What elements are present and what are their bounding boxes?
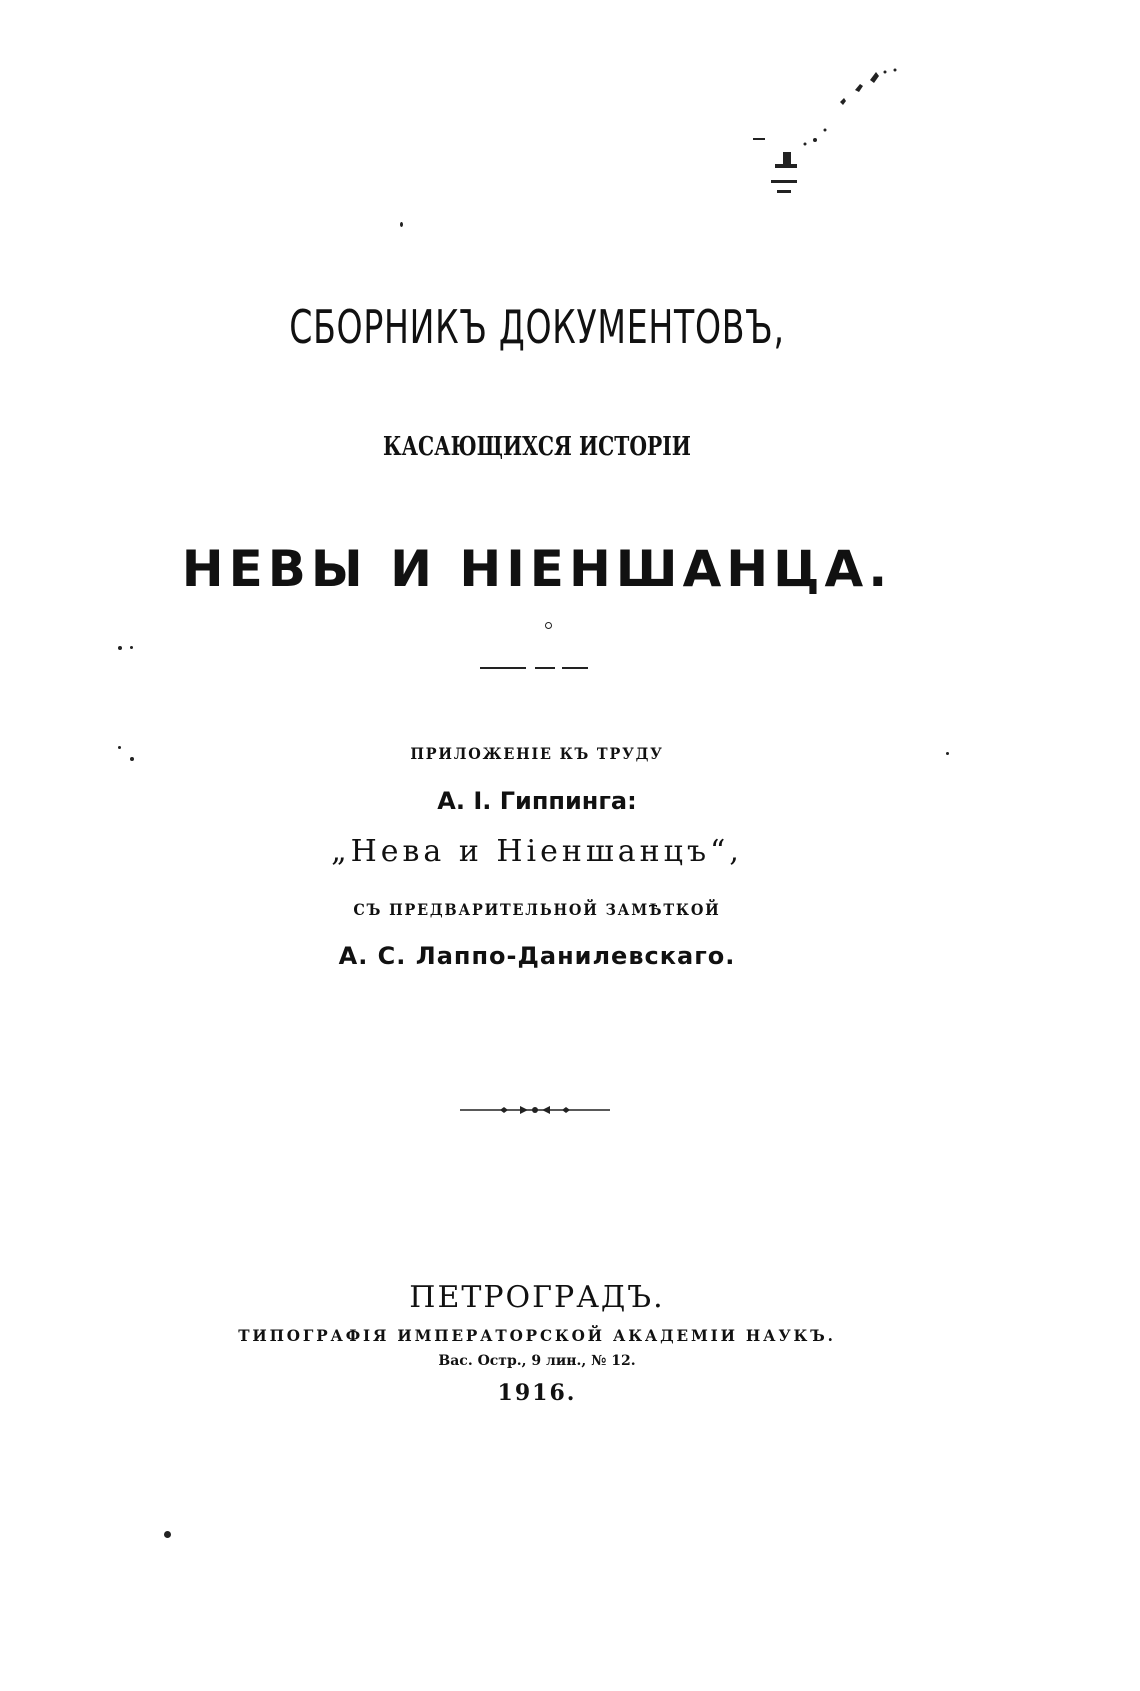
title-main: СБОРНИКЪ ДОКУМЕНТОВЪ, <box>289 300 785 354</box>
imprint-year: 1916. <box>497 1380 577 1406</box>
title-subject: НЕВЫ И НІЕНШАНЦА. <box>181 540 893 598</box>
speck <box>164 1531 171 1538</box>
speck <box>545 622 552 629</box>
library-stamp-marks <box>745 60 925 210</box>
imprint-address: Вас. Остр., 9 лин., № 12. <box>438 1353 636 1369</box>
appendix-editor: А. С. Лаппо-Данилевскаго. <box>338 942 736 970</box>
appendix-work-title: „Нева и Ніеншанцъ“, <box>331 834 743 869</box>
appendix-author: А. І. Гиппинга: <box>437 787 637 815</box>
ornament-divider <box>460 1103 610 1117</box>
appendix-note-line: СЪ ПРЕДВАРИТЕЛЬНОЙ ЗАМѢТКОЙ <box>353 900 721 919</box>
speck <box>130 646 133 649</box>
imprint-city: ПЕТРОГРАДЪ. <box>409 1280 665 1315</box>
imprint-printer: ТИПОГРАФІЯ ИМПЕРАТОРСКОЙ АКАДЕМІИ НАУКЪ. <box>238 1326 836 1345</box>
appendix-line: ПРИЛОЖЕНІЕ КЪ ТРУДУ <box>410 744 664 763</box>
title-subtitle: КАСАЮЩИХСЯ ИСТОРІИ <box>383 432 691 462</box>
separator-rule <box>480 667 590 669</box>
speck <box>118 646 122 650</box>
speck <box>400 222 403 227</box>
